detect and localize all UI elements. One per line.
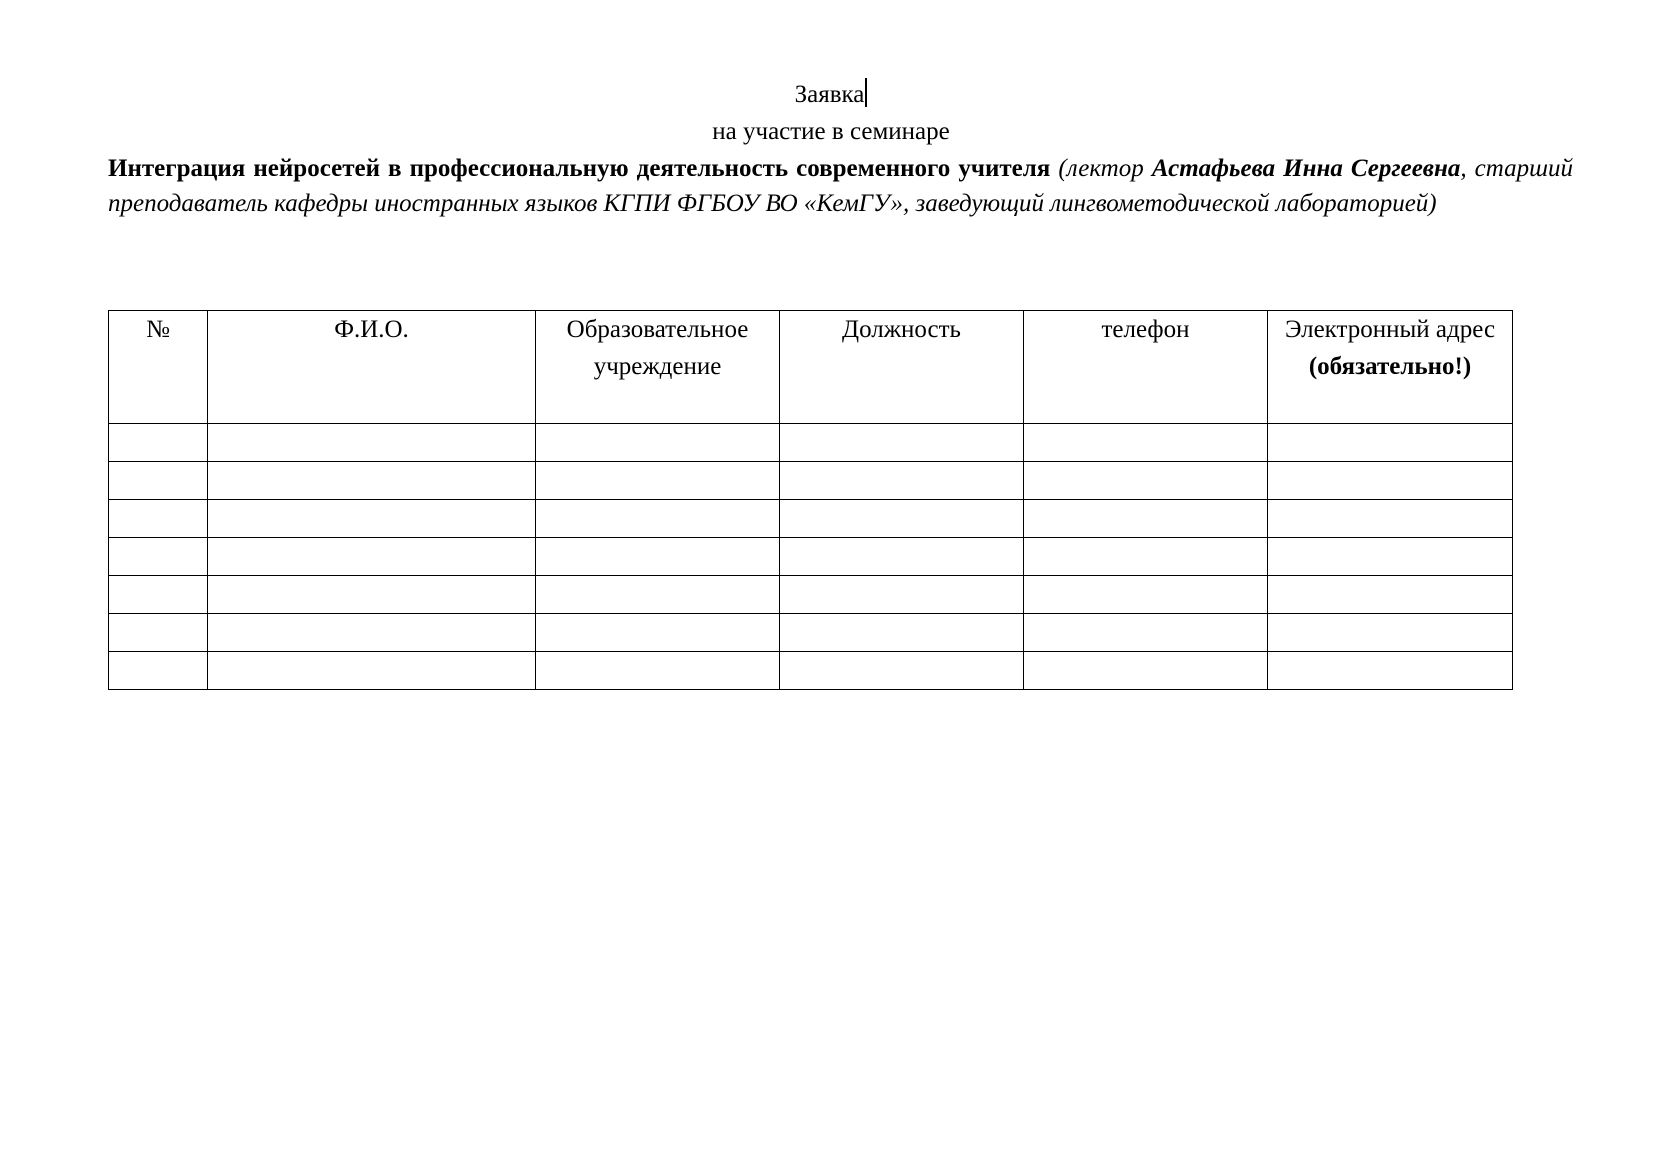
cell-phone[interactable]: [1024, 652, 1268, 690]
cell-position[interactable]: [780, 500, 1024, 538]
cell-position[interactable]: [780, 538, 1024, 576]
table-row: [109, 462, 1513, 500]
cell-position[interactable]: [780, 652, 1024, 690]
seminar-description: [108, 151, 1573, 221]
email-required-note: (обязательно!): [1308, 353, 1472, 380]
cell-phone[interactable]: [1024, 538, 1268, 576]
table-row: [109, 652, 1513, 690]
cell-full-name[interactable]: [208, 652, 536, 690]
participants-table: [108, 310, 1513, 690]
cell-institution[interactable]: [536, 614, 780, 652]
cell-number[interactable]: [109, 652, 208, 690]
cell-full-name[interactable]: [208, 424, 536, 462]
column-header-number: №: [109, 311, 208, 424]
cell-email[interactable]: [1268, 424, 1513, 462]
cell-email[interactable]: [1268, 614, 1513, 652]
column-header-institution: Образовательное учреждение: [536, 311, 780, 424]
cell-email[interactable]: [1268, 652, 1513, 690]
cell-number[interactable]: [109, 424, 208, 462]
cell-phone[interactable]: [1024, 576, 1268, 614]
lector-role: , старший преподаватель кафедры иностранных языков КГПИ ФГБОУ ВО «КемГУ», заведующий лингвометодической лабораторией): [108, 155, 1574, 217]
cell-position[interactable]: [780, 462, 1024, 500]
table-row: [109, 576, 1513, 614]
cell-number[interactable]: [109, 538, 208, 576]
table-row: [109, 424, 1513, 462]
cell-institution[interactable]: [536, 500, 780, 538]
table-row: [109, 500, 1513, 538]
cell-full-name[interactable]: [208, 538, 536, 576]
cell-email[interactable]: [1268, 462, 1513, 500]
lector-prefix: (лектор: [1058, 155, 1144, 182]
table-row: [109, 614, 1513, 652]
document-subtitle: на участие в семинаре: [712, 118, 950, 145]
cell-number[interactable]: [109, 500, 208, 538]
cell-email[interactable]: [1268, 576, 1513, 614]
cell-number[interactable]: [109, 614, 208, 652]
column-header-email: [1268, 311, 1513, 424]
text-cursor: [865, 78, 867, 107]
column-header-full-name: Ф.И.О.: [208, 311, 536, 424]
cell-institution[interactable]: [536, 424, 780, 462]
cell-full-name[interactable]: [208, 576, 536, 614]
cell-position[interactable]: [780, 424, 1024, 462]
document-title[interactable]: [0, 77, 1662, 113]
cell-institution[interactable]: [536, 538, 780, 576]
title-text: Заявка: [794, 81, 865, 108]
cell-email[interactable]: [1268, 500, 1513, 538]
cell-phone[interactable]: [1024, 500, 1268, 538]
table-header-row: [109, 311, 1513, 424]
cell-number[interactable]: [109, 462, 208, 500]
cell-phone[interactable]: [1024, 424, 1268, 462]
cell-phone[interactable]: [1024, 462, 1268, 500]
cell-number[interactable]: [109, 576, 208, 614]
cell-phone[interactable]: [1024, 614, 1268, 652]
participants-table-body: [109, 424, 1513, 690]
column-header-phone: телефон: [1024, 311, 1268, 424]
cell-full-name[interactable]: [208, 500, 536, 538]
seminar-topic: Интеграция нейросетей в профессиональную деятельность современного учителя: [108, 155, 1051, 182]
cell-institution[interactable]: [536, 462, 780, 500]
cell-institution[interactable]: [536, 652, 780, 690]
cell-full-name[interactable]: [208, 462, 536, 500]
cell-full-name[interactable]: [208, 614, 536, 652]
column-header-position: Должность: [780, 311, 1024, 424]
cell-position[interactable]: [780, 576, 1024, 614]
cell-institution[interactable]: [536, 576, 780, 614]
lector-name: Астафьева Инна Сергеевна: [1151, 155, 1461, 182]
email-header-label: Электронный адрес: [1284, 316, 1496, 343]
cell-email[interactable]: [1268, 538, 1513, 576]
table-row: [109, 538, 1513, 576]
cell-position[interactable]: [780, 614, 1024, 652]
